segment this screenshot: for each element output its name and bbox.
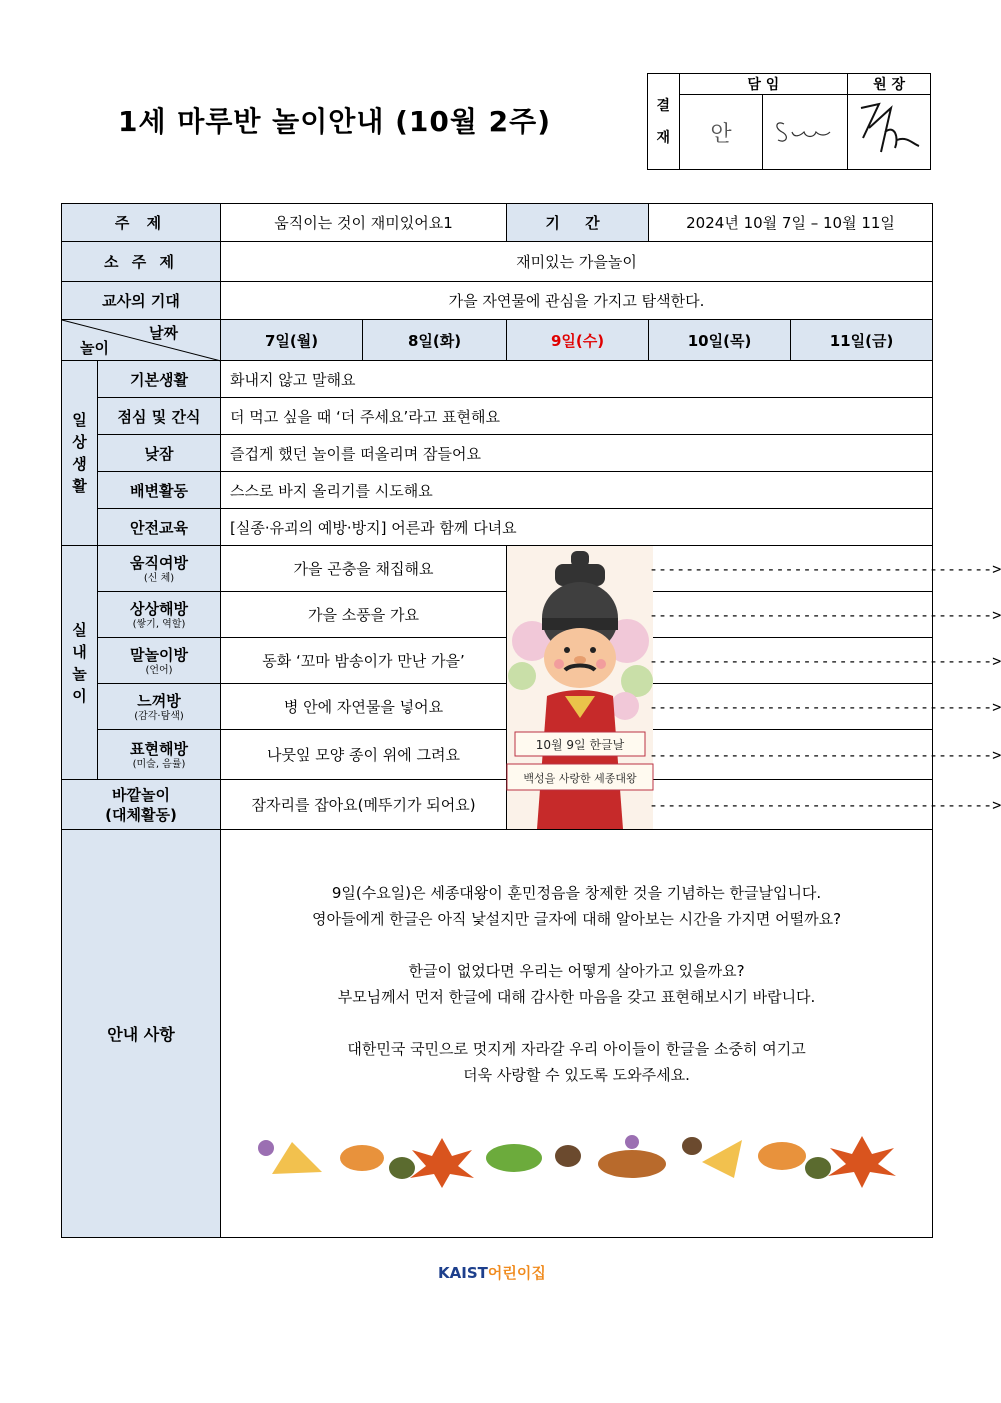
berry-icon <box>625 1135 639 1149</box>
notice-line: 더욱 사랑할 수 있도록 도와주세요. <box>463 1066 690 1084</box>
page-title: 1세 마루반 놀이안내 (10월 2주) <box>118 105 551 138</box>
period-value: 2024년 10월 7일 – 10월 11일 <box>649 204 933 242</box>
expect-value: 가을 자연물에 관심을 가지고 탐색한다. <box>221 282 933 320</box>
indoor-value: 나뭇잎 모양 종이 위에 그려요 <box>221 730 507 780</box>
outdoor-label: 바깥놀이 (대체활동) <box>62 780 221 830</box>
outdoor-value: 잠자리를 잡아요(메뚜기가 되어요) <box>221 780 507 830</box>
day-tue: 8일(화) <box>363 320 507 361</box>
expect-label: 교사의 기대 <box>62 282 221 320</box>
outdoor-arrow: --------------------------------------> <box>649 780 933 830</box>
hangul-card-line-2: 백성을 사랑한 세종대왕 <box>523 772 637 785</box>
plan-table <box>61 203 1001 1238</box>
teacher-signature-2 <box>763 95 848 170</box>
daily-label: 낮잠 <box>98 435 221 472</box>
hangul-card-line-1: 10월 9일 한글날 <box>535 738 625 752</box>
indoor-label: 상상해방 (쌓기, 역할) <box>98 592 221 638</box>
indoor-arrow: --------------------------------------> <box>649 592 933 638</box>
hangul-day-image <box>507 546 649 830</box>
indoor-arrow: --------------------------------------> <box>649 730 933 780</box>
autumn-leaves-border <box>252 1132 902 1188</box>
maple-leaf-icon <box>410 1138 474 1188</box>
subtheme-value: 재미있는 가을놀이 <box>221 242 933 282</box>
notice-line: 대한민국 국민으로 멋지게 자라갈 우리 아이들이 한글을 소중히 여기고 <box>347 1040 806 1058</box>
daily-label: 안전교육 <box>98 509 221 546</box>
maple-leaf-icon <box>828 1136 896 1188</box>
king-sejong-icon <box>507 546 653 829</box>
notice-content <box>221 830 933 1238</box>
approval-teacher-header: 담 임 <box>679 74 847 95</box>
maple-leaf-icon <box>340 1145 384 1171</box>
daily-label: 배변활동 <box>98 472 221 509</box>
acorn-icon <box>389 1157 415 1179</box>
daily-group-label: 일 상 생 활 <box>62 361 98 546</box>
daily-label: 점심 및 간식 <box>98 398 221 435</box>
notice-line: 영아들에게 한글은 아직 낯설지만 글자에 대해 알아보는 시간을 가지면 어떨까요? <box>311 910 842 928</box>
daily-value: 스스로 바지 올리기를 시도해요 <box>221 472 933 509</box>
notice-line: 부모님께서 먼저 한글에 대해 감사한 마음을 갖고 표현해보시기 바랍니다. <box>337 988 816 1006</box>
maple-leaf-icon <box>758 1142 806 1170</box>
acorn-icon <box>805 1157 831 1179</box>
acorn-icon <box>682 1137 702 1155</box>
daily-label: 기본생활 <box>98 361 221 398</box>
daily-value: [실종·유괴의 예방·방지] 어른과 함께 다녀요 <box>221 509 933 546</box>
corner-date-label: 날짜 <box>149 324 179 342</box>
day-fri: 11일(금) <box>791 320 933 361</box>
notice-line: 9일(수요일)은 세종대왕이 훈민정음을 창제한 것을 기념하는 한글날입니다. <box>331 884 822 902</box>
indoor-arrow: --------------------------------------> <box>649 546 933 592</box>
daily-value: 더 먹고 싶을 때 ‘더 주세요’라고 표현해요 <box>221 398 933 435</box>
subtheme-label: 소 주 제 <box>62 242 221 282</box>
indoor-label: 느껴방 (감각·탐색) <box>98 684 221 730</box>
daily-value: 화내지 않고 말해요 <box>221 361 933 398</box>
green-leaf-icon <box>486 1144 542 1172</box>
signature-icon <box>770 110 840 150</box>
logo-korean: 어린이집 <box>487 1264 546 1282</box>
berry-icon <box>258 1140 274 1156</box>
ginkgo-leaf-icon <box>702 1140 742 1178</box>
ginkgo-leaf-icon <box>272 1142 322 1174</box>
indoor-value: 동화 ‘꼬마 밤송이가 만난 가을’ <box>221 638 507 684</box>
notice-line: 한글이 없었다면 우리는 어떻게 살아가고 있을까요? <box>408 962 745 980</box>
indoor-group-label: 실 내 놀 이 <box>62 546 98 780</box>
indoor-value: 가을 곤충을 채집해요 <box>221 546 507 592</box>
day-wed: 9일(수) <box>507 320 649 361</box>
corner-cell <box>62 320 221 361</box>
day-thu: 10일(목) <box>649 320 791 361</box>
daily-value: 즐겁게 했던 놀이를 떠올리며 잠들어요 <box>221 435 933 472</box>
teacher-signature-1: 안 <box>679 95 763 170</box>
signature-icon <box>851 98 927 162</box>
indoor-arrow: --------------------------------------> <box>649 684 933 730</box>
indoor-value: 병 안에 자연물을 넣어요 <box>221 684 507 730</box>
indoor-label: 움직여방 (신 체) <box>98 546 221 592</box>
indoor-arrow: --------------------------------------> <box>649 638 933 684</box>
approval-side-label: 결 재 <box>648 74 680 170</box>
period-label: 기 간 <box>507 204 649 242</box>
acorn-icon <box>555 1145 581 1167</box>
approval-director-header: 원 장 <box>848 74 931 95</box>
kindergarten-logo <box>438 1262 546 1283</box>
theme-label: 주 제 <box>62 204 221 242</box>
indoor-label: 표현해방 (미술, 음률) <box>98 730 221 780</box>
corner-play-label: 놀이 <box>80 339 109 357</box>
notice-label: 안내 사항 <box>62 830 221 1238</box>
director-signature <box>848 95 931 170</box>
indoor-value: 가을 소풍을 가요 <box>221 592 507 638</box>
logo-latin: KAIST <box>438 1264 488 1282</box>
indoor-label: 말놀이방 (언어) <box>98 638 221 684</box>
theme-value: 움직이는 것이 재미있어요1 <box>221 204 507 242</box>
day-mon: 7일(월) <box>221 320 363 361</box>
notice-text <box>221 880 932 1088</box>
approval-box <box>647 73 931 170</box>
maple-leaf-icon <box>598 1150 666 1178</box>
